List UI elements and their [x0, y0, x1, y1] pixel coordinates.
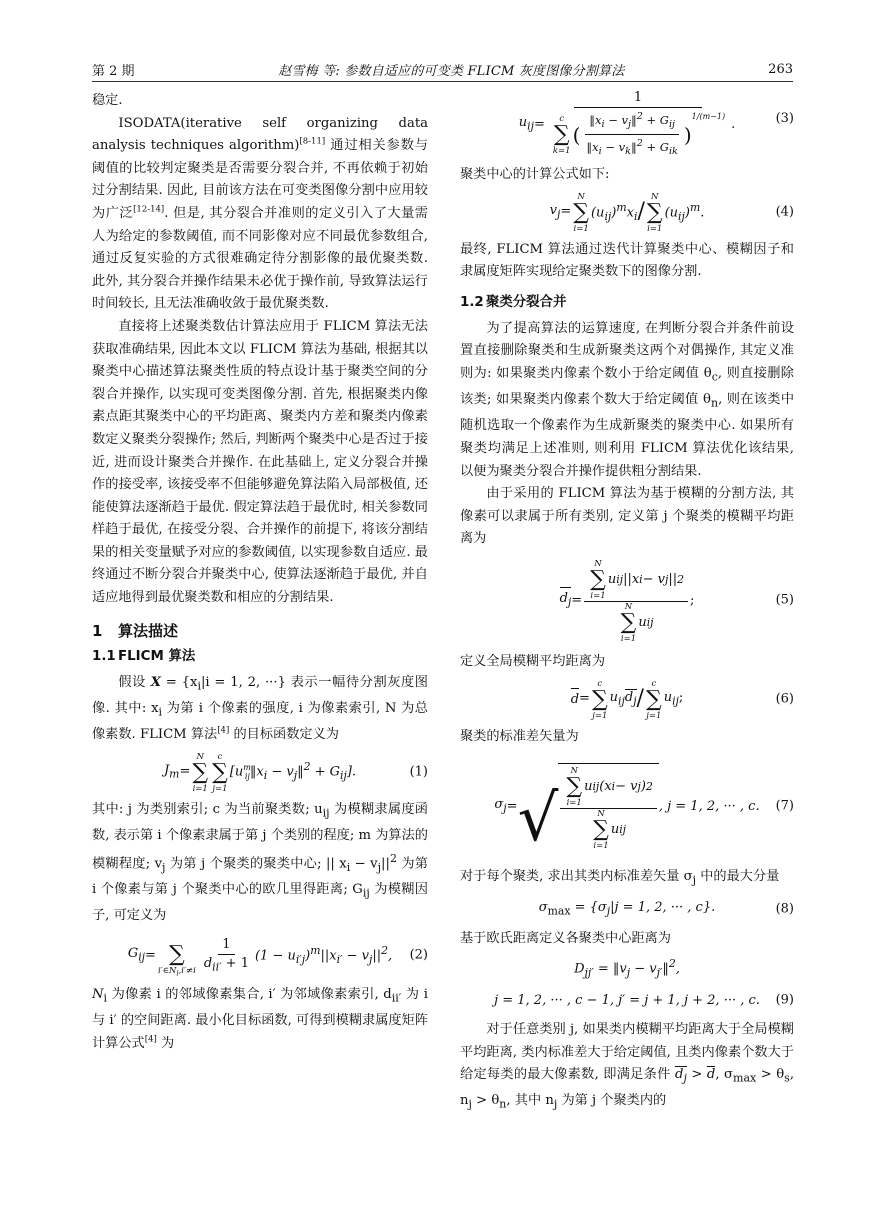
equation-number: (4)	[775, 204, 794, 220]
equation-number: (3)	[775, 111, 794, 126]
equation-number: (1)	[409, 764, 428, 780]
subsection-heading: 1.2 聚类分裂合并	[460, 294, 567, 310]
paragraph: 聚类的标准差矢量为	[460, 728, 579, 744]
paragraph-definitions: 其中: j 为类别索引; c 为当前聚类数; $u_{ij}$ 为模糊隶属度函数, 表示第 i 个像素隶属于第 j 个类别的程度; m 为算法的模糊程度; $v_j$ 为第 j 个聚类的聚类中心; || $x_i - v_j||^2$ 为第 i 个像素与第 j 个聚类中心的欧几里得距离; $G_{ij}$ 为模糊因子, 可定义为	[92, 801, 428, 924]
paragraph-flicm: 假设 $X = \{x_i|i = 1$, 2, ···} 表示一幅待分割灰度图像. 其中: $x_i$ 为第 i 个像素的强度, i 为像素索引, N 为总像素数. FLICM 算法[4] 的目标函数定义为	[92, 674, 428, 743]
paragraph: 最终, FLICM 算法通过迭代计算聚类中心、模糊因子和隶属度矩阵实现给定聚类数下的图像分割.	[460, 241, 794, 280]
equation-number: (7)	[775, 798, 794, 814]
header-rule	[92, 81, 793, 82]
paragraph-neighborhood: $N_i$ 为像素 i 的邻域像素集合, i′ 为邻域像素索引, $d_{ii'}$ 为 i 与 i′ 的空间距离. 最小化目标函数, 可得到模糊隶属度矩阵计算公式[4] 为	[92, 987, 428, 1051]
section-heading: 1 算法描述	[92, 621, 179, 640]
equation-6: d = c ∑ j=1 $u_{ij}d_j$ / c ∑ j=1 $u_{ij}$; (6)	[570, 678, 794, 721]
equation-5: $d_j$ = N ∑ i=1 u ij ||x i − v j || 2 N ∑ i=1 u ij ; (5)	[559, 558, 794, 644]
running-title: 赵雪梅 等: 参数自适应的可变类 FLICM 灰度图像分割算法	[278, 63, 625, 79]
equation-number: (5)	[775, 592, 794, 608]
equation-number: (6)	[775, 691, 794, 707]
equation-2: $G_{ij}$ = ∑ $i'\in N_i,i'\ne i$ $\frac{1}{d_{ii'} + 1}$ $(1 - u_{i'j})^m||x_{i'} - v_j||^2$, (2)	[127, 936, 428, 978]
left-column	[92, 90, 428, 1055]
subsection-heading: 1.1 FLICM 算法	[92, 648, 196, 664]
equation-7: $\sigma_j$ = √ N ∑ i=1 u ij (x i − v j ) 2 N ∑ i=1 u ij , j = 1, 2, ··· , c. (7)	[460, 752, 794, 862]
paragraph-fuzzy-distance: 由于采用的 FLICM 算法为基于模糊的分割方法, 其像素可以隶属于所有类别, 定义第 j 个聚类的模糊平均距离为	[460, 486, 794, 547]
equation-4: $v_j$ = N ∑ i=1 $(u_{ij})^mx_i$ / N ∑ i=1 $(u_{ij})^m$. (4)	[549, 191, 794, 234]
equation-9-line-2: j = 1, 2, ··· , c − 1, j′ = j + 1, j + 2, ··· , c. (9)	[460, 987, 794, 1015]
right-column	[460, 90, 794, 1117]
equation-number: (8)	[775, 902, 794, 918]
equation-9: $D_{jj'}$ = $‖v_j$ − $v_{j'}‖^2$,	[574, 957, 680, 980]
issue-label: 第 2 期	[92, 63, 135, 79]
paragraph-split-condition: 对于任意类别 j, 如果类内模糊平均距离大于全局模糊平均距离, 类内标准差大于给定阈值, 且类内像素个数大于给定每类的最大像素数, 即满足条件 $d_j > d$, $\sigma_{max} > \theta_s$, $n_j > \theta_n$, 其中 $n_j$ 为第 j 个聚类内的	[460, 1022, 795, 1112]
paragraph-split-rule: 为了提高算法的运算速度, 在判断分裂合并条件前设置直接删除聚类和生成新聚类这两个对偶操作, 其定义准则为: 如果聚类内像素个数小于给定阈值 $\theta_c$, 则直接删除该类; 如果聚类内像素个数大于给定阈值 $\theta_n$, 则在该类中随机选取一个像素作为生成新聚类的聚类中心. 如果所有聚类均满足上述准则, 则利用 FLICM 算法优化该结果, 以便为聚类分裂合并操作提供粗分割结果.	[460, 320, 795, 479]
page-number: 263	[768, 61, 793, 77]
equation-3: $u_{ij}$ = 1 c ∑ k=1 ( $\frac{‖x_i - v_j‖^2 + G_{ij}}{‖x_i - v_k‖^2 + G_{ik}}$ ) $^{1/(m-1)}$ . (3)	[518, 89, 794, 158]
equation-8: $\sigma_{max} = \{\sigma_j|j = 1$, 2, ··· , c}. (8)	[460, 896, 794, 924]
paragraph: 基于欧氏距离定义各聚类中心距离为	[460, 931, 671, 947]
paragraph: 聚类中心的计算公式如下:	[460, 167, 610, 182]
equation-number: (2)	[409, 947, 428, 963]
paragraph-method: 直接将上述聚类数估计算法应用于 FLICM 算法无法获取准确结果, 因此本文以 FLICM 算法为基础, 根据其以聚类中心描述算法聚类性质的特点设计基于聚类空间的分裂合并操作, 以实现可变类图像分割. 首先, 根据聚类内像素点距其聚类中心的平均距离、聚类内方差和聚类内像素数定义聚类分裂操作; 然后, 判断两个聚类中心是否过于接近, 进而设计聚类合并操作. 在此基础上, 定义分裂合并操作的接受率, 该接受率不但能够避免算法陷入局部极值, 还能使算法逐渐趋于最优. 假定算法趋于最优时, 相关参数同样趋于最优, 在接受分裂、合并操作的前提下, 将该分割结果的相关变量赋予对应的参数阈值, 以实现参数自适应. 最终通过不断分裂合并聚类中心, 使算法逐渐趋于最优, 并自适应地得到最优聚类数和相应的分割结果.	[92, 318, 428, 606]
paragraph-isodata: ISODATA(iterative self organizing data analysis techniques algorithm)[8-11] 通过相关参数与阈值的比较判定聚类是否需要分裂合并, 不再依赖于初始过分割结果. 因此, 目前该方法在可变类图像分割中应用较为广泛[12-14]. 但是, 其分裂合并准则的定义引入了大量需人为给定的参数阈值, 而不同影像对应不同最优参数组合, 通过反复实验的方式很难确定待分割影像的最优聚类数. 此外, 其分裂合并操作结果未必优于操作前, 导致算法运行时间较长, 且无法准确收敛于最优聚类数.	[92, 115, 428, 312]
equation-1: $J_m$ = N ∑ i=1 c ∑ j=1 [$u^m_{ij}‖x_i$ − $v_j‖^2 + G_{ij}$]. (1)	[163, 751, 428, 794]
paragraph: 对于每个聚类, 求出其类内标准差矢量 $\sigma_j$ 中的最大分量	[460, 869, 780, 887]
paragraph: 定义全局模糊平均距离为	[460, 654, 606, 669]
equation-number: (9)	[775, 992, 794, 1008]
paragraph: 稳定.	[92, 93, 123, 108]
running-header	[92, 58, 793, 80]
